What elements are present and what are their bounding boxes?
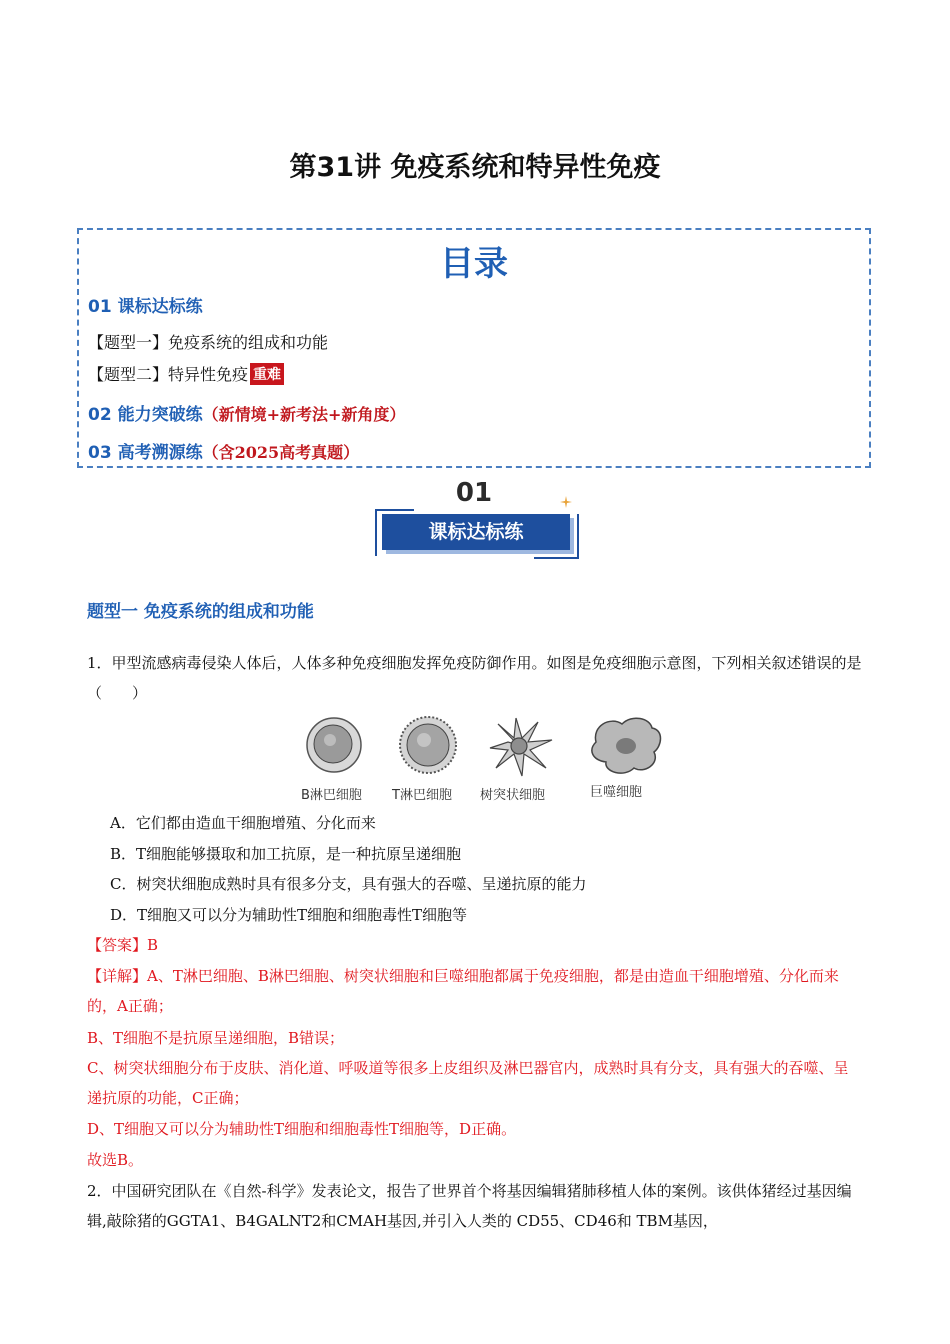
toc-item-2-label: 【题型二】特异性免疫	[88, 365, 249, 384]
question-2-stem: 2．中国研究团队在《自然-科学》发表论文，报告了世界首个将基因编辑猪肺移植人体的案例。该供体猪经过基因编辑,敲除猪的GGTA1、B4GALNT2和CMAH基因,并引入人类的 CD55、CD46和 TBM基因，	[87, 1182, 852, 1230]
toc-heading: 目录	[440, 244, 508, 284]
explanation-b: B、T细胞不是抗原呈递细胞，B错误；	[87, 1029, 345, 1047]
figure-label-b-cell: B淋巴细胞	[301, 788, 362, 803]
section-banner	[374, 478, 580, 560]
macrophage-icon	[592, 718, 661, 773]
b-cell-icon	[307, 718, 361, 772]
option-a: A．它们都由造血干细胞增殖、分化而来	[110, 814, 376, 832]
figure-label-macrophage: 巨噬细胞	[590, 785, 643, 800]
t-cell-icon	[400, 717, 456, 773]
answer: 【答案】B	[87, 936, 159, 954]
toc-section-3-note: （含2025高考真题）	[202, 443, 360, 462]
explanation-tag: 【详解】	[87, 967, 148, 985]
toc-item-2[interactable]	[88, 362, 284, 385]
dendritic-cell-icon	[490, 718, 552, 776]
cells-illustration	[300, 712, 670, 782]
banner-label: 课标达标练	[382, 514, 570, 550]
toc-section-3[interactable]	[88, 438, 359, 463]
explanation-a-text: A、T淋巴细胞、B淋巴细胞、树突状细胞和巨噬细胞都属于免疫细胞，都是由造血干细胞增殖、分化而来的，A正确；	[87, 967, 839, 1015]
banner-number: 01	[455, 478, 493, 508]
explanation-d: D、T细胞又可以分为辅助性T细胞和细胞毒性T细胞等，D正确。	[87, 1120, 517, 1138]
toc-section-2[interactable]	[88, 400, 405, 425]
toc-section-1[interactable]: 01 课标达标练	[88, 297, 203, 317]
figure-label-t-cell: T淋巴细胞	[392, 788, 452, 803]
toc-section-3-label: 03 高考溯源练	[88, 443, 203, 463]
option-b: B．T细胞能够摄取和加工抗原，是一种抗原呈递细胞	[110, 845, 462, 863]
question-1-stem: 1．甲型流感病毒侵染人体后，人体多种免疫细胞发挥免疫防御作用。如图是免疫细胞示意图，下列相关叙述错误的是（ ）	[87, 654, 862, 702]
difficulty-badge: 重难	[250, 363, 284, 385]
page-title: 第31讲 免疫系统和特异性免疫	[289, 152, 661, 183]
toc-section-2-note: （新情境+新考法+新角度）	[202, 405, 406, 424]
explanation-a	[87, 961, 863, 1021]
option-c: C．树突状细胞成熟时具有很多分支，具有强大的吞噬、呈递抗原的能力	[110, 875, 587, 893]
toc-item-1[interactable]: 【题型一】免疫系统的组成和功能	[88, 333, 329, 352]
option-d: D．T细胞又可以分为辅助性T细胞和细胞毒性T细胞等	[110, 906, 468, 924]
toc-section-2-label: 02 能力突破练	[88, 405, 203, 425]
figure-label-dendritic-cell: 树突状细胞	[480, 788, 546, 803]
section-heading: 题型一 免疫系统的组成和功能	[87, 602, 314, 622]
table-of-contents	[77, 228, 871, 468]
explanation-c: C、树突状细胞分布于皮肤、消化道、呼吸道等很多上皮组织及淋巴器官内，成熟时具有分支，具有强大的吞噬、呈递抗原的功能，C正确；	[87, 1059, 849, 1107]
sparkle-icon	[560, 496, 572, 508]
conclusion: 故选B。	[87, 1151, 144, 1169]
